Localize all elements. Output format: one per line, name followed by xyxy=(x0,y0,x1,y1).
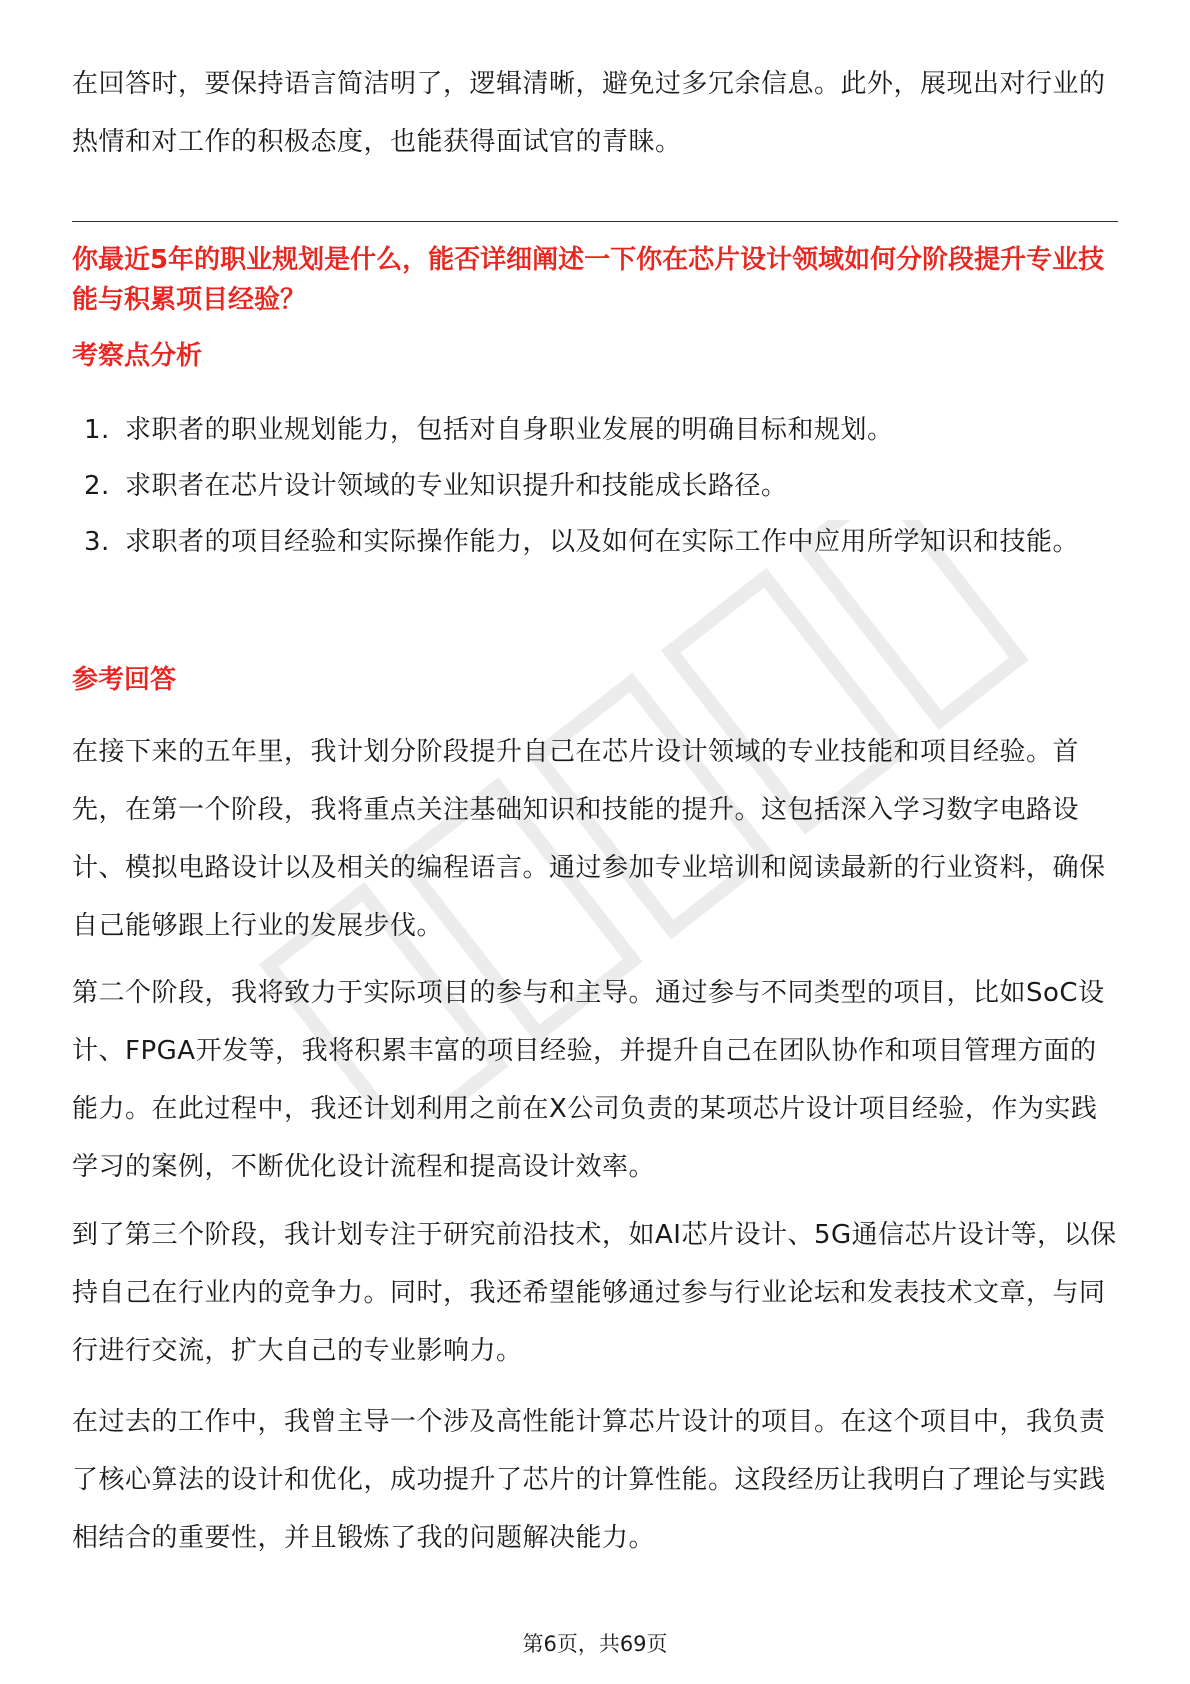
intro-paragraph: 在回答时，要保持语言简洁明了，逻辑清晰，避免过多冗余信息。此外，展现出对行业的热情和对工作的积极态度，也能获得面试官的青睐。 xyxy=(72,69,1106,157)
answer-paragraph: 第二个阶段，我将致力于实际项目的参与和主导。通过参与不同类型的项目，比如SoC设计、FPGA开发等，我将积累丰富的项目经验，并提升自己在团队协作和项目管理方面的能力。在此过程中，我还计划利用之前在X公司负责的某项芯片设计项目经验，作为实践学习的案例，不断优化设计流程和提高设计效率。 xyxy=(72,978,1105,1182)
answer-paragraph: 在接下来的五年里，我计划分阶段提升自己在芯片设计领域的专业技能和项目经验。首先，在第一个阶段，我将重点关注基础知识和技能的提升。这包括深入学习数字电路设计、模拟电路设计以及相关的编程语言。通过参加专业培训和阅读最新的行业资料，确保自己能够跟上行业的发展步伐。 xyxy=(72,737,1106,941)
answer-title: 参考回答 xyxy=(72,665,177,695)
analysis-list xyxy=(72,402,1118,570)
list-item-text: 求职者在芯片设计领域的专业知识提升和技能成长路径。 xyxy=(125,471,788,501)
list-item xyxy=(72,402,1118,458)
answer-paragraph: 到了第三个阶段，我计划专注于研究前沿技术，如AI芯片设计、5G通信芯片设计等，以保持自己在行业内的竞争力。同时，我还希望能够通过参与行业论坛和发表技术文章，与同行进行交流，扩大自己的专业影响力。 xyxy=(72,1220,1117,1366)
list-number: 3. xyxy=(84,527,110,557)
list-number: 2. xyxy=(84,471,110,501)
list-item xyxy=(72,458,1118,514)
page-number-footer: 第6页，共69页 xyxy=(522,1632,668,1656)
list-item-text: 求职者的职业规划能力，包括对自身职业发展的明确目标和规划。 xyxy=(125,415,894,445)
section-divider xyxy=(72,221,1118,222)
question-heading: 你最近5年的职业规划是什么，能否详细阐述一下你在芯片设计领域如何分阶段提升专业技能与积累项目经验？ xyxy=(72,245,1105,315)
list-item-text: 求职者的项目经验和实际操作能力，以及如何在实际工作中应用所学知识和技能。 xyxy=(125,527,1080,557)
list-number: 1. xyxy=(84,415,110,445)
analysis-title: 考察点分析 xyxy=(72,341,203,371)
answer-paragraph: 在过去的工作中，我曾主导一个涉及高性能计算芯片设计的项目。在这个项目中，我负责了核心算法的设计和优化，成功提升了芯片的计算性能。这段经历让我明白了理论与实践相结合的重要性，并且锻炼了我的问题解决能力。 xyxy=(72,1407,1106,1553)
list-item xyxy=(72,514,1118,570)
